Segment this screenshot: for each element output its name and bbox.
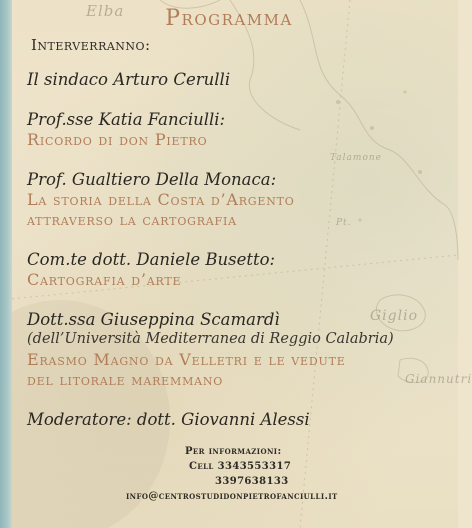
speaker-affiliation: (dell’Università Mediterranea di Reggio Calabria) (27, 331, 394, 347)
map-label-pt: Pt. (336, 218, 352, 228)
info-phone-1: Cell 3343553317 (189, 461, 292, 472)
map-label-giannutri: Giannutri (405, 372, 472, 386)
info-phone-2: 3397638133 (215, 476, 289, 487)
speaker-name: Dott.ssa Giuseppina Scamardì (27, 310, 280, 329)
speaker-name: Com.te dott. Daniele Busetto: (27, 250, 276, 269)
speaker-topic: attraverso la cartografia (27, 210, 237, 229)
speaker-topic: Erasmo Magno da Velletri e le vedute (27, 350, 346, 369)
moderator: Moderatore: dott. Giovanni Alessi (27, 410, 310, 429)
speaker-name: Prof. Gualtiero Della Monaca: (27, 170, 277, 189)
info-heading: Per informazioni: (185, 446, 282, 457)
map-label-talamone: Talamone (330, 153, 382, 163)
intro-label: Interverranno: (31, 36, 151, 54)
speaker-topic: La storia della Costa d’Argento (27, 190, 295, 209)
speaker-name: Prof.sse Katia Fanciulli: (27, 110, 226, 129)
page-title: Programma (165, 6, 293, 31)
speaker-topic: Ricordo di don Pietro (27, 130, 208, 149)
speaker-name: Il sindaco Arturo Cerulli (27, 70, 231, 89)
map-label-giglio: Giglio (370, 308, 419, 324)
info-email[interactable]: info@centrostudidonpietrofanciulli.it (126, 491, 338, 502)
map-label-elba: Elba (86, 2, 125, 20)
speaker-topic: del litorale maremmano (27, 370, 224, 389)
speaker-topic: Cartografia d’arte (27, 270, 182, 289)
